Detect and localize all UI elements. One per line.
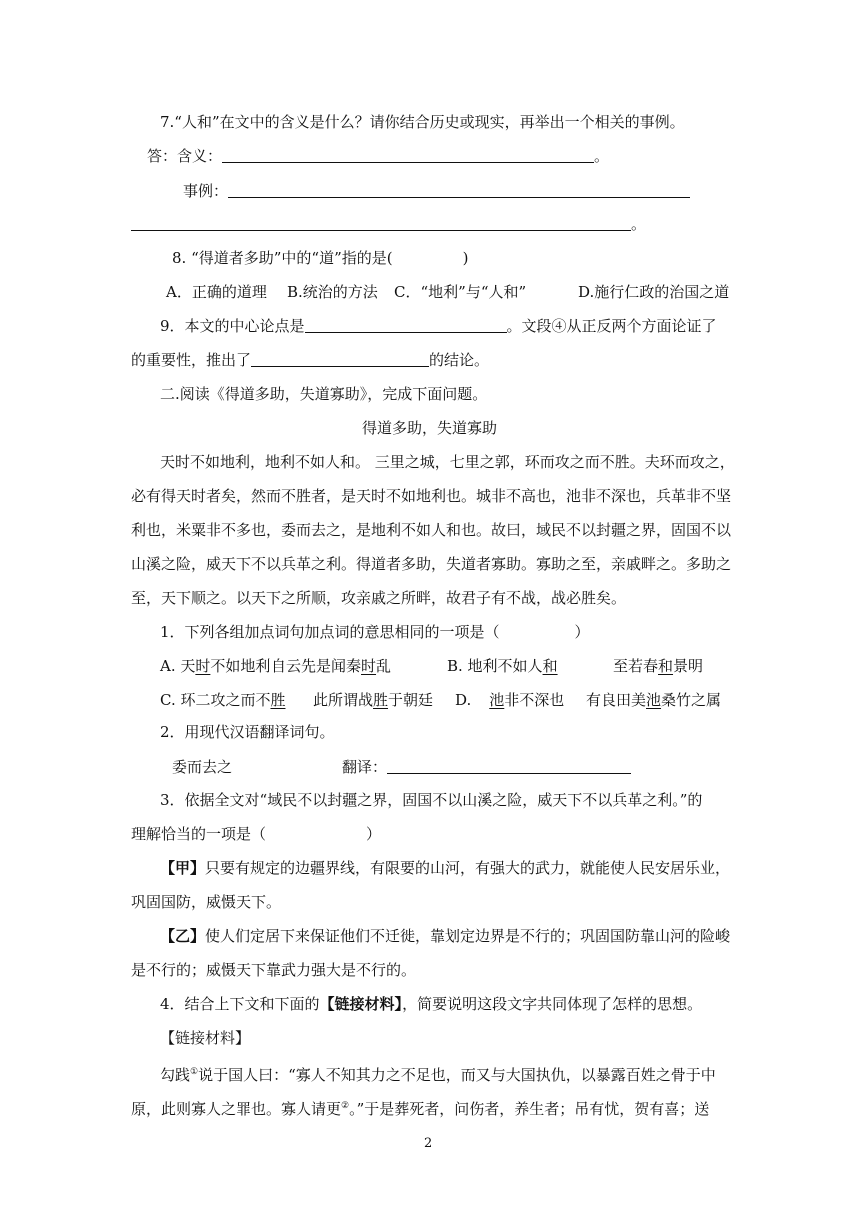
s2q1-c2-pre: 此所谓战 (313, 691, 374, 709)
s2q2-phrase: 委而去之 (172, 758, 233, 776)
q7-example-label: 事例： (183, 182, 229, 200)
material-line1 (160, 1062, 716, 1085)
s2q3-line2 (131, 824, 381, 844)
dotted-word: 时 (361, 657, 377, 675)
s2q3-option-jia (160, 858, 730, 878)
s2q2-translate-line (342, 757, 631, 777)
dotted-word: 池 (489, 691, 505, 709)
s2q1-option-a2 (271, 656, 391, 676)
passage-line: 天时不如地利，地利不如人和。 三里之城，七里之郭，环而攻之而不胜。夫环而攻之， (160, 453, 735, 471)
material-text: 。”于是葬死者，问伤者，养生者；吊有忧，贺有喜；送 (349, 1100, 710, 1118)
s2q1-c-label: C. 环二攻之而不 (160, 691, 271, 709)
q7-meaning-blank[interactable] (222, 146, 594, 163)
q7-end-period: 。 (631, 215, 647, 233)
s2q1-c2-rest: 于朝廷 (388, 691, 434, 709)
material-label: 【链接材料】 (160, 1029, 251, 1047)
page-number: 2 (424, 1136, 433, 1151)
s2q1-option-c2 (313, 690, 433, 710)
q9-line2 (131, 350, 489, 370)
material-text: 原，此则寡人之罪也。寡人请更 (131, 1100, 342, 1118)
s2q2-translation-blank[interactable] (387, 757, 631, 774)
s2q1-a2-pre: 自云先是闻秦 (271, 657, 362, 675)
s2q1-question (160, 622, 590, 642)
jia-mark: 【甲】 (160, 859, 206, 877)
dotted-word: 时 (195, 657, 211, 675)
s2q1-question-text: 1．下列各组加点词句加点词的意思相同的一项是（ (160, 623, 500, 641)
q7-answer-line (147, 146, 609, 166)
s2q1-d-label: D. (455, 691, 472, 709)
q8-close-paren: ) (462, 249, 469, 267)
dotted-word: 胜 (373, 691, 389, 709)
q8-question-text: 8. “得道者多助”中的“道”指的是( (172, 249, 393, 267)
s2q1-d2-pre: 有良田美 (586, 691, 647, 709)
q9-line1 (160, 316, 717, 336)
s2q1-option-b2 (613, 656, 703, 676)
s2q1-a2-rest: 乱 (376, 657, 392, 675)
q8-question (172, 248, 468, 268)
dotted-word: 和 (542, 657, 558, 675)
q7-example-blank2[interactable] (131, 214, 631, 231)
q9-thesis-blank[interactable] (305, 316, 507, 333)
dotted-word: 池 (646, 691, 662, 709)
s2q1-option-d (455, 690, 564, 710)
material-line2 (131, 1096, 709, 1119)
q9-line1-text-b: 。文段④从正反两个方面论证了 (506, 317, 717, 335)
passage-line: 山溪之险，威天下不以兵革之利。得道者多助，失道者寡助。寡助之至，亲戚畔之。多助之 (131, 555, 732, 573)
q7-example-line2 (131, 214, 646, 234)
s2q3-option-jia-cont: 巩固国防，威慑天下。 (131, 893, 282, 911)
s2q1-option-c (160, 690, 286, 710)
yi-text: 使人们定居下来保证他们不迁徙，靠划定边界是不行的；巩固国防靠山河的险峻 (205, 927, 731, 945)
material-text: 说于国人曰：“寡人不知其力之不足也，而又与大国执仇，以暴露百姓之骨于中 (198, 1066, 716, 1084)
q9-line2-text-a: 的重要性，推出了 (131, 351, 252, 369)
s2q1-option-a (160, 656, 270, 676)
passage-title: 得道多助，失道寡助 (362, 419, 498, 437)
q9-line1-text-a: 9．本文的中心论点是 (160, 317, 305, 335)
s2q3-option-yi (160, 926, 730, 946)
q9-conclusion-blank[interactable] (251, 350, 429, 367)
q7-period: 。 (594, 147, 610, 165)
material-text: 勾践 (160, 1066, 191, 1084)
section2-heading: 二.阅读《得道多助，失道寡助》，完成下面问题。 (160, 385, 488, 403)
s2q1-b2-pre: 至若春 (613, 657, 659, 675)
s2q3-line2-text: 理解恰当的一项是（ (131, 825, 267, 843)
s2q4-mark: 【链接材料】 (319, 995, 403, 1013)
dotted-word: 胜 (270, 691, 286, 709)
s2q1-close-paren: ） (574, 623, 590, 641)
q7-answer-label: 答：含义： (147, 147, 223, 165)
s2q1-b2-rest: 景明 (673, 657, 704, 675)
passage-line: 利也，米粟非不多也，委而去之，是地利不如人和也。故曰，域民不以封疆之界，固国不以 (131, 521, 732, 539)
s2q1-a-rest: 不如地利 (210, 657, 271, 675)
passage-line: 必有得天时者矣，然而不胜者，是天时不如地利也。城非不高也，池非不深也，兵革非不坚 (131, 487, 732, 505)
passage-line: 至，天下顺之。以天下之所顺，攻亲戚之所畔，故君子有不战，战必胜矣。 (131, 589, 627, 607)
s2q2-label: 翻译： (342, 758, 388, 776)
s2q3-option-yi-cont: 是不行的；威慑天下靠武力强大是不行的。 (131, 961, 417, 979)
dotted-word: 和 (658, 657, 674, 675)
s2q1-option-b (447, 656, 558, 676)
s2q4-post: ，简要说明这段文字共同体现了怎样的思想。 (402, 995, 703, 1013)
q8-option-d: D.施行仁政的治国之道 (578, 283, 730, 301)
q9-line2-text-b: 的结论。 (429, 351, 490, 369)
s2q1-a-label: A. 天 (160, 657, 196, 675)
jia-text: 只要有规定的边疆界线，有限要的山河，有强大的武力，就能使人民安居乐业， (205, 859, 731, 877)
q7-example-line (183, 181, 690, 201)
s2q4-pre: 4．结合上下文和下面的 (160, 995, 320, 1013)
q7-example-blank[interactable] (228, 181, 690, 198)
s2q1-option-d2 (586, 690, 721, 710)
s2q1-b-label: B. 地利不如人 (447, 657, 543, 675)
yi-mark: 【乙】 (160, 927, 206, 945)
s2q1-d2-rest: 桑竹之属 (661, 691, 722, 709)
s2q1-d-rest: 非不深也 (504, 691, 565, 709)
q8-option-a: A．正确的道理 (166, 283, 267, 301)
q8-option-b: B.统治的方法 (287, 283, 378, 301)
footnote-mark: ② (341, 1101, 350, 1111)
footnote-mark: ① (190, 1067, 199, 1077)
s2q4-question (160, 994, 702, 1014)
s2q3-line1: 3．依据全文对“域民不以封疆之界，固国不以山溪之险，威天下不以兵革之利。”的 (160, 791, 703, 809)
q8-option-c: C．“地利”与“人和” (394, 283, 527, 301)
s2q3-close-paren: ） (366, 825, 382, 843)
q7-question: 7.“人和”在文中的含义是什么？请你结合历史或现实，再举出一个相关的事例。 (160, 113, 685, 131)
s2q2-question: 2．用现代汉语翻译词句。 (160, 723, 335, 741)
